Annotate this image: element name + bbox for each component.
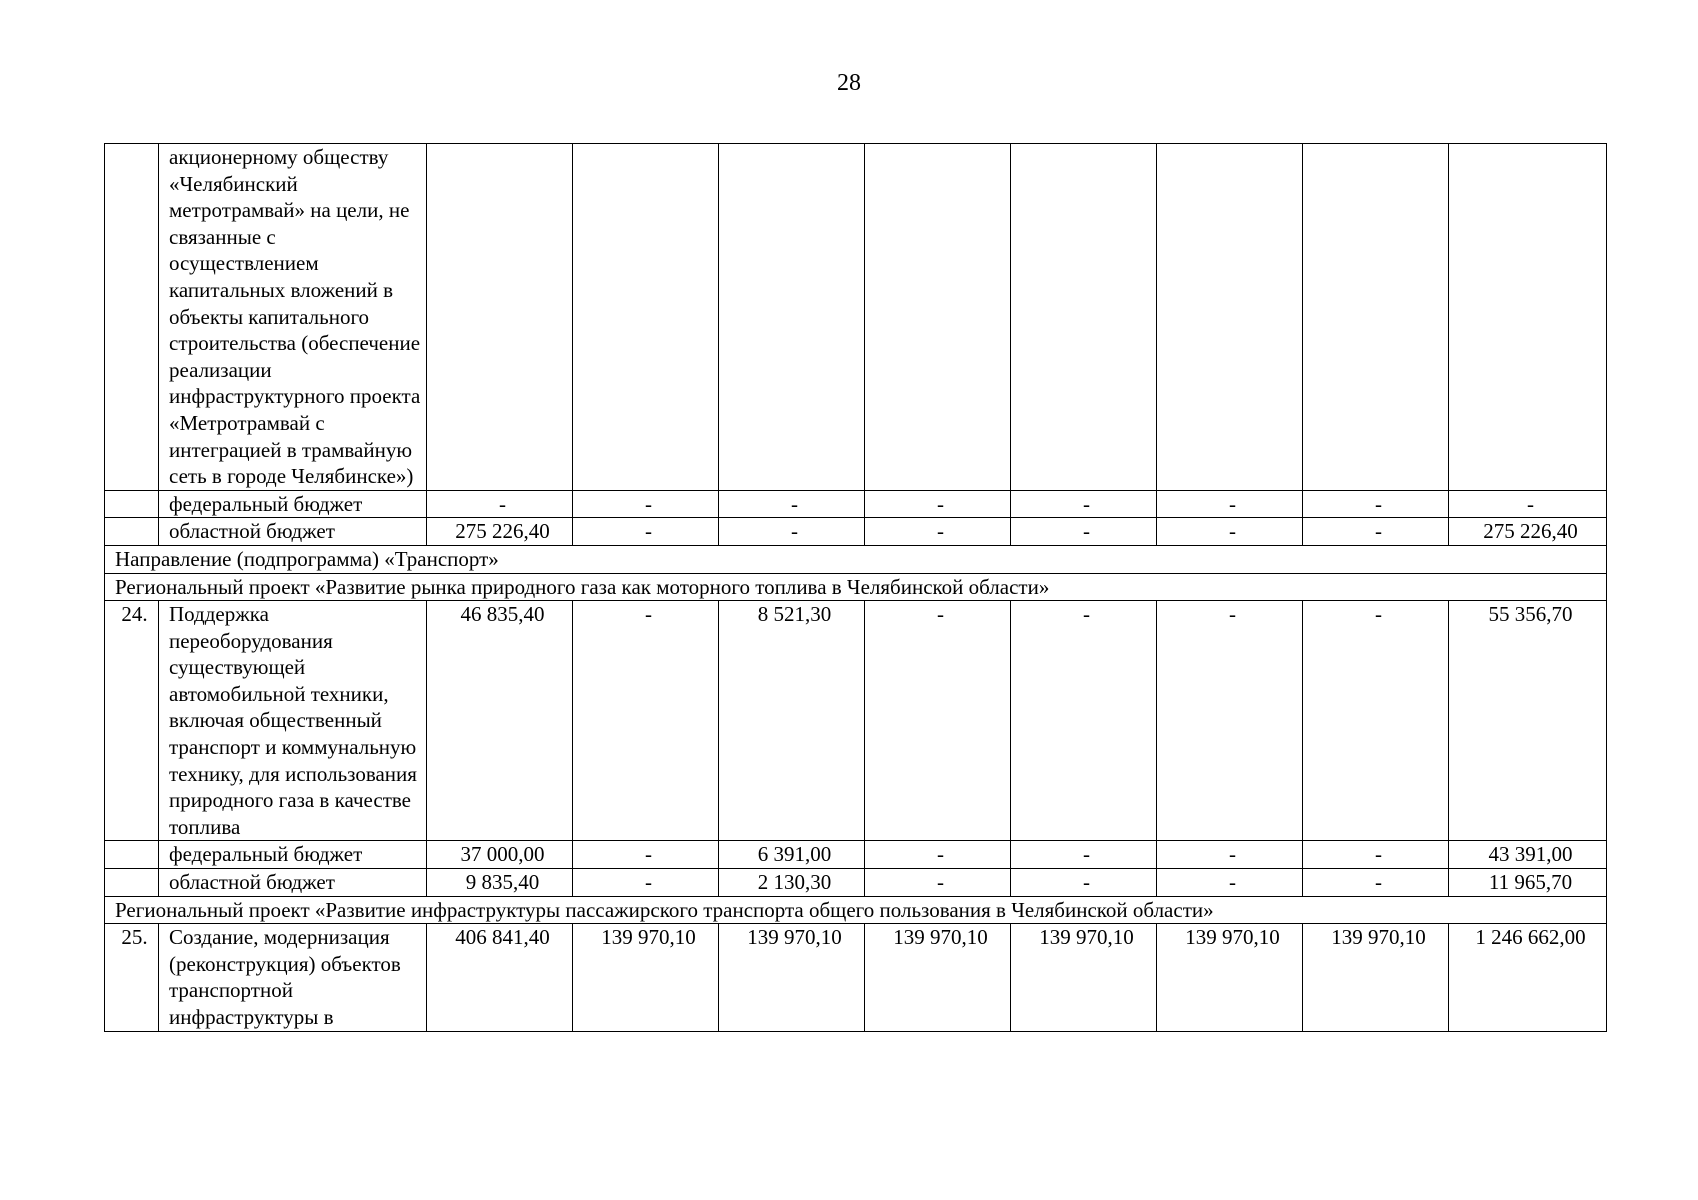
value-cell: -	[1011, 601, 1157, 841]
value-cell: 139 970,10	[573, 924, 719, 1031]
value-cell: -	[1449, 490, 1607, 518]
row-number	[105, 518, 159, 546]
value-cell	[1303, 144, 1449, 491]
value-cell: 9 835,40	[427, 869, 573, 897]
value-cell: -	[573, 841, 719, 869]
table-row	[105, 601, 1607, 841]
value-cell	[1011, 144, 1157, 491]
page-number: 28	[837, 70, 861, 96]
value-cell	[427, 144, 573, 491]
value-cell: -	[1011, 518, 1157, 546]
row-number: 25.	[105, 924, 159, 1031]
value-cell: 139 970,10	[1303, 924, 1449, 1031]
table-row	[105, 144, 1607, 491]
table-row	[105, 518, 1607, 546]
row-number	[105, 869, 159, 897]
project-title: Региональный проект «Развитие рынка природного газа как моторного топлива в Челябинской области»	[105, 573, 1607, 601]
value-cell: 139 970,10	[1157, 924, 1303, 1031]
row-label: Поддержка переоборудования существующей автомобильной техники, включая общественный транспорт и коммунальную технику, для использования природного газа в качестве топлива	[159, 601, 427, 841]
section-row	[105, 545, 1607, 573]
value-cell	[1449, 144, 1607, 491]
value-cell	[719, 144, 865, 491]
value-cell: -	[1011, 869, 1157, 897]
value-cell: -	[1303, 869, 1449, 897]
row-number	[105, 490, 159, 518]
table-row	[105, 490, 1607, 518]
row-number: 24.	[105, 601, 159, 841]
value-cell: -	[427, 490, 573, 518]
value-cell: -	[865, 841, 1011, 869]
value-cell: -	[1303, 490, 1449, 518]
row-label: Создание, модернизация (реконструкция) объектов транспортной инфраструктуры в	[159, 924, 427, 1031]
value-cell: 1 246 662,00	[1449, 924, 1607, 1031]
row-label: областной бюджет	[159, 869, 427, 897]
value-cell: -	[1157, 869, 1303, 897]
budget-table	[104, 143, 1607, 1032]
value-cell: -	[573, 869, 719, 897]
value-cell: 46 835,40	[427, 601, 573, 841]
row-label: областной бюджет	[159, 518, 427, 546]
value-cell: -	[1011, 841, 1157, 869]
table-row	[105, 869, 1607, 897]
value-cell: -	[1011, 490, 1157, 518]
value-cell: 139 970,10	[1011, 924, 1157, 1031]
row-number	[105, 144, 159, 491]
value-cell: -	[1157, 518, 1303, 546]
value-cell: 8 521,30	[719, 601, 865, 841]
value-cell: -	[1157, 841, 1303, 869]
value-cell: -	[865, 518, 1011, 546]
value-cell	[573, 144, 719, 491]
value-cell: -	[865, 490, 1011, 518]
table-row	[105, 841, 1607, 869]
value-cell: -	[573, 601, 719, 841]
value-cell: 275 226,40	[1449, 518, 1607, 546]
row-label: акционерному обществу «Челябинский метротрамвай» на цели, не связанные с осуществлением капитальных вложений в объекты капитального строительства (обеспечение реализации инфраструктурного проекта «Метротрамвай с интеграцией в трамвайную сеть в городе Челябинске»)	[159, 144, 427, 491]
value-cell: -	[719, 518, 865, 546]
value-cell: -	[865, 601, 1011, 841]
value-cell: -	[573, 518, 719, 546]
value-cell: -	[1303, 841, 1449, 869]
project-title: Региональный проект «Развитие инфраструктуры пассажирского транспорта общего пользования в Челябинской области»	[105, 896, 1607, 924]
table-row	[105, 924, 1607, 1031]
value-cell: 11 965,70	[1449, 869, 1607, 897]
value-cell: -	[1303, 601, 1449, 841]
project-row	[105, 573, 1607, 601]
value-cell: -	[1157, 490, 1303, 518]
row-label: федеральный бюджет	[159, 490, 427, 518]
project-row	[105, 896, 1607, 924]
value-cell: 6 391,00	[719, 841, 865, 869]
value-cell: -	[1303, 518, 1449, 546]
value-cell: 43 391,00	[1449, 841, 1607, 869]
value-cell: 139 970,10	[865, 924, 1011, 1031]
value-cell: -	[573, 490, 719, 518]
row-label: федеральный бюджет	[159, 841, 427, 869]
value-cell: 139 970,10	[719, 924, 865, 1031]
row-number	[105, 841, 159, 869]
value-cell: -	[1157, 601, 1303, 841]
value-cell	[865, 144, 1011, 491]
value-cell: 55 356,70	[1449, 601, 1607, 841]
value-cell: 406 841,40	[427, 924, 573, 1031]
value-cell: 275 226,40	[427, 518, 573, 546]
value-cell: 2 130,30	[719, 869, 865, 897]
value-cell: 37 000,00	[427, 841, 573, 869]
table-body	[105, 144, 1607, 1032]
value-cell	[1157, 144, 1303, 491]
section-title: Направление (подпрограмма) «Транспорт»	[105, 545, 1607, 573]
value-cell: -	[865, 869, 1011, 897]
value-cell: -	[719, 490, 865, 518]
